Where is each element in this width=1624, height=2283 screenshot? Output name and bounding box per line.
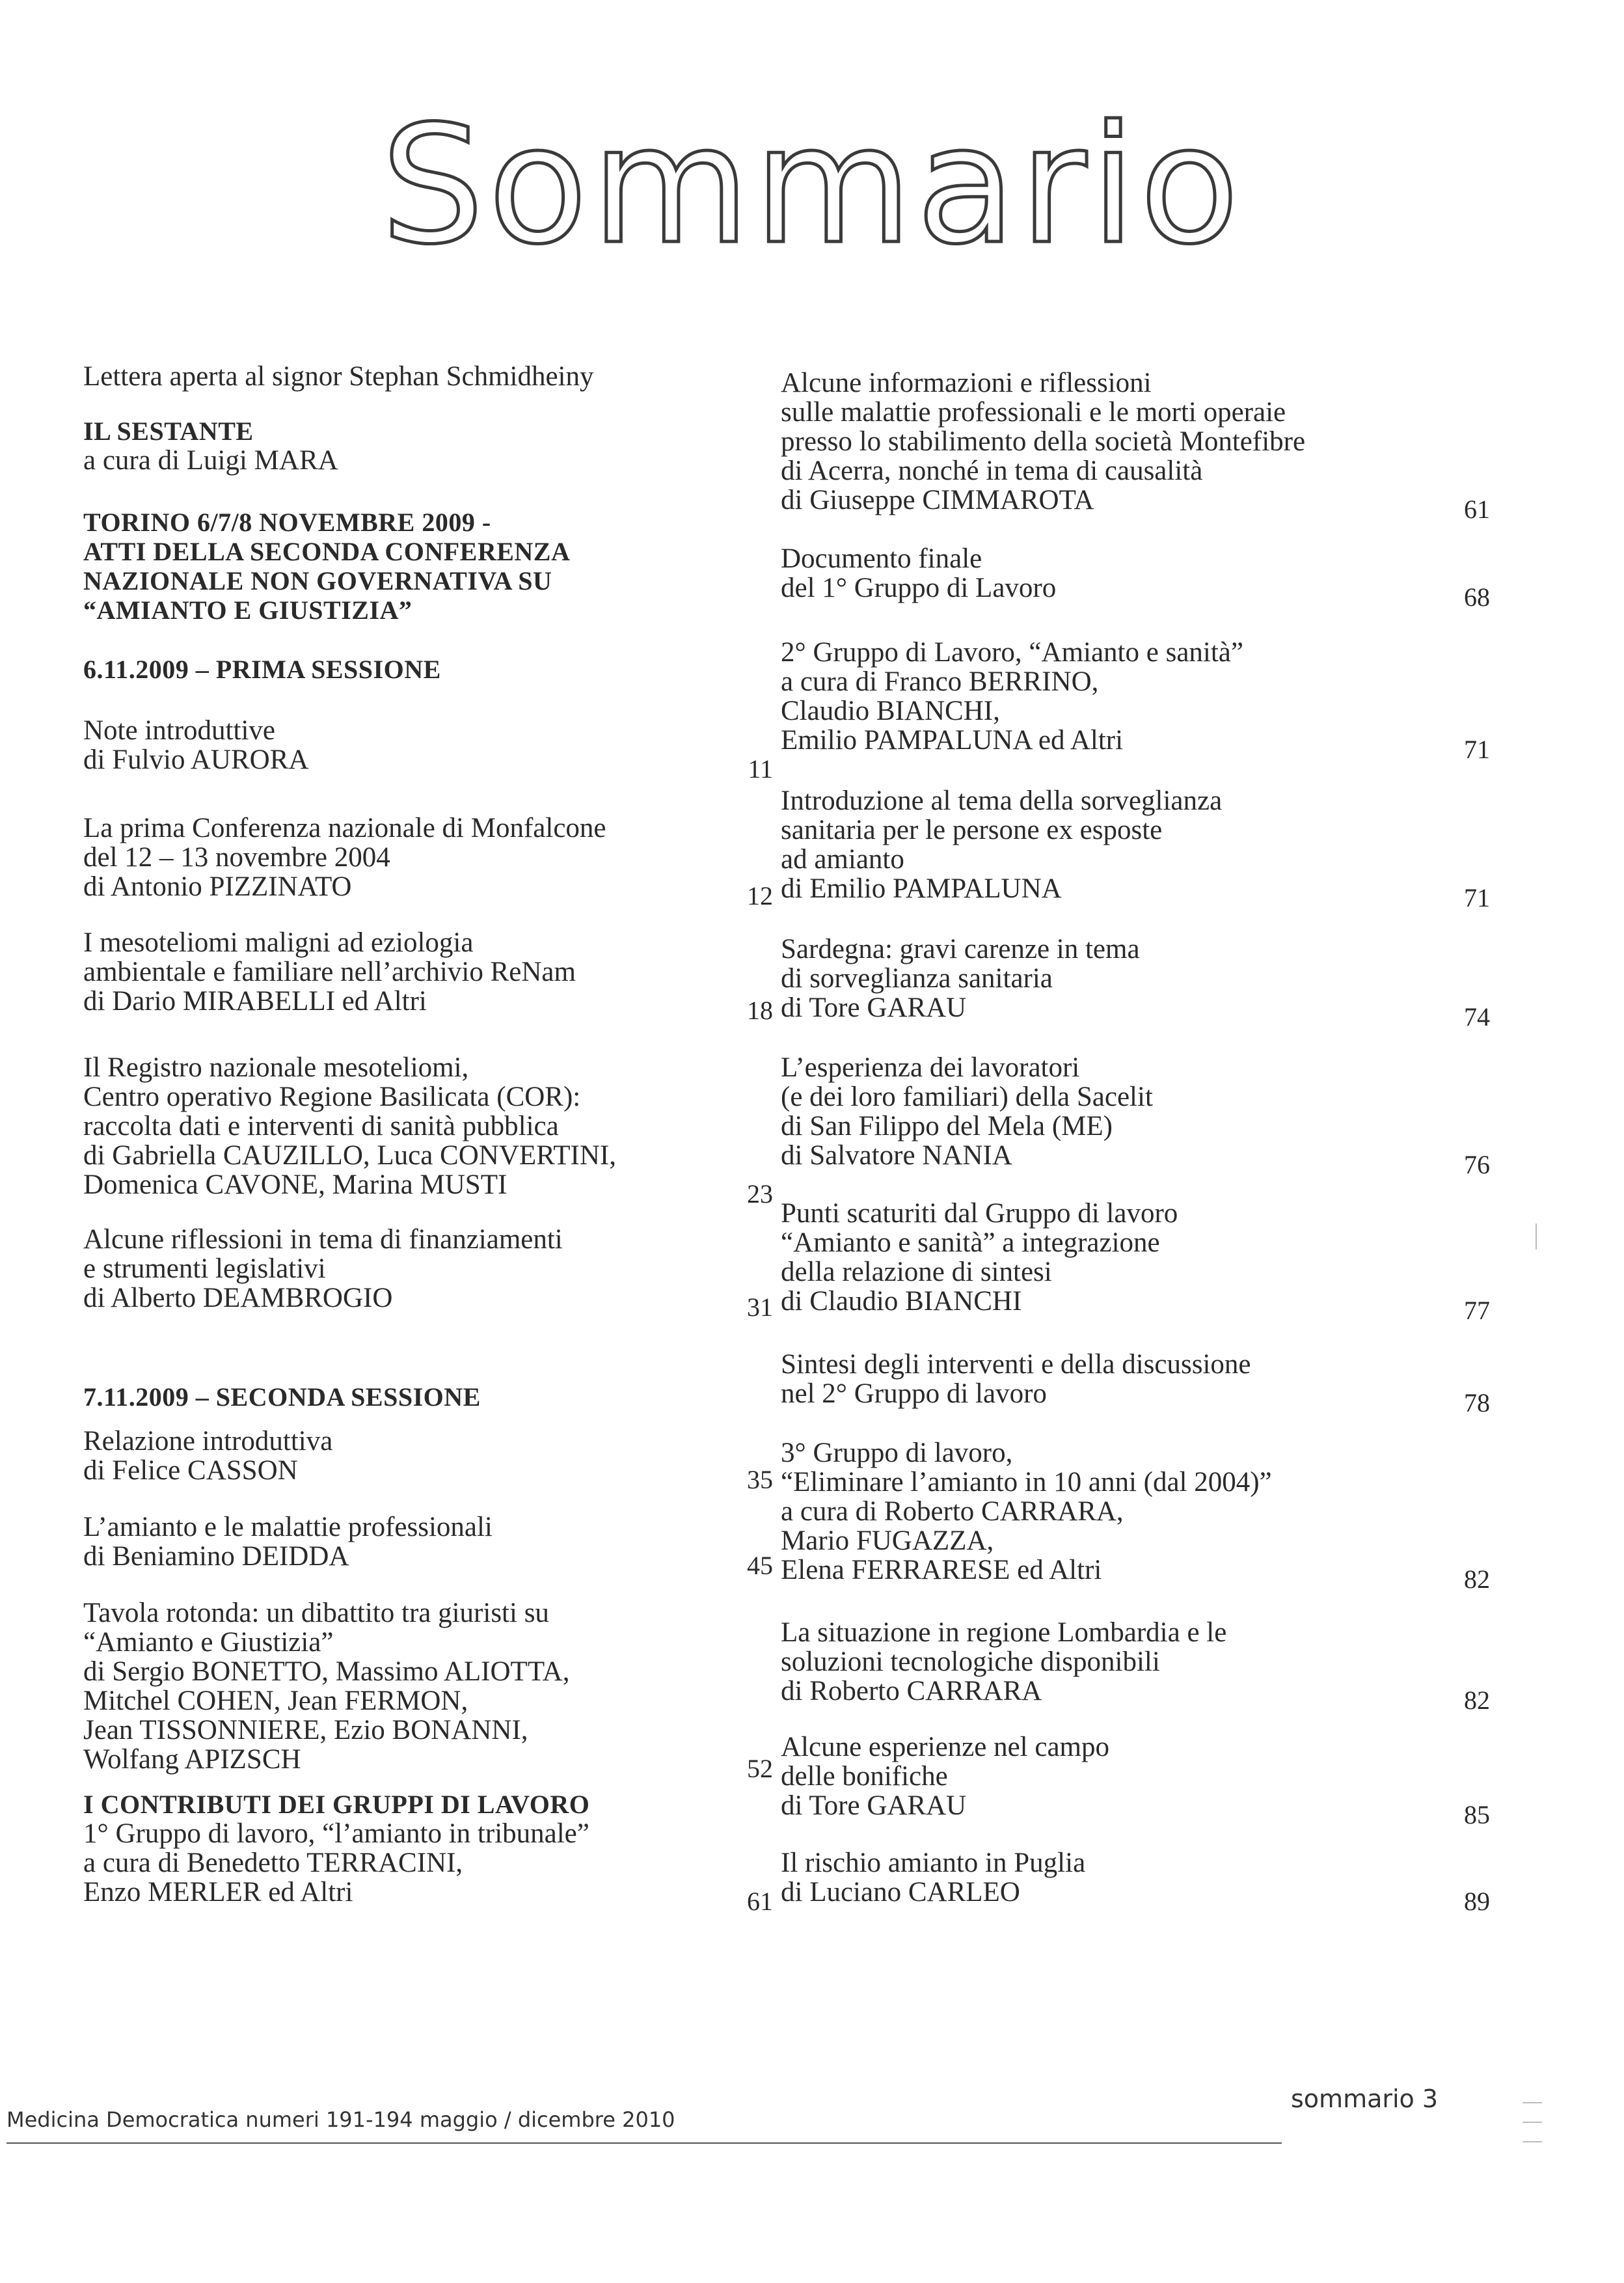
- toc-entry-line: “Amianto e Giustizia”: [83, 1627, 334, 1658]
- toc-entry: [83, 1790, 773, 1916]
- toc-entry-line: Relazione introduttiva: [83, 1426, 333, 1456]
- toc-entry-line: di Antonio PIZZINATO: [83, 871, 352, 902]
- page-number: 12: [747, 881, 773, 910]
- page-number: 74: [1464, 1002, 1490, 1032]
- toc-entry-line: del 12 – 13 novembre 2004: [83, 842, 390, 873]
- toc-entry-line: Centro operativo Regione Basilicata (COR):: [83, 1082, 581, 1112]
- toc-entry: [781, 1052, 1490, 1179]
- toc-entry-line: 1° Gruppo di lavoro, “l’amianto in tribunale”: [83, 1818, 589, 1849]
- footer-rule: [7, 2142, 1282, 2144]
- toc-entry-line: Lettera aperta al signor Stephan Schmidheiny: [83, 361, 594, 392]
- scan-edge-mark: [1522, 2141, 1542, 2142]
- section-heading: I CONTRIBUTI DEI GRUPPI DI LAVORO: [83, 1790, 590, 1819]
- toc-entry-line: di Sergio BONETTO, Massimo ALIOTTA,: [83, 1656, 570, 1687]
- page-number: 82: [1464, 1565, 1490, 1594]
- toc-entry: [781, 1438, 1490, 1594]
- toc-entry-line: Mario FUGAZZA,: [781, 1525, 994, 1556]
- toc-entry: [781, 1848, 1490, 1916]
- page-number: 45: [747, 1551, 773, 1580]
- toc-entry-line: Punti scaturiti dal Gruppo di lavoro: [781, 1198, 1178, 1229]
- scan-edge-mark: [1522, 2102, 1542, 2103]
- toc-entry-line: raccolta dati e interventi di sanità pubblica: [83, 1111, 559, 1142]
- toc-entry-line: Alcune esperienze nel campo: [781, 1732, 1109, 1762]
- page-number: 68: [1464, 582, 1490, 612]
- toc-entry-line: Domenica CAVONE, Marina MUSTI: [83, 1169, 508, 1200]
- toc-entry: [781, 1198, 1490, 1325]
- toc-entry: [83, 1052, 773, 1209]
- toc-entry-line: ad amianto: [781, 844, 904, 875]
- toc-entry: [83, 927, 773, 1025]
- section-heading: 7.11.2009 – SECONDA SESSIONE: [83, 1382, 481, 1412]
- toc-entry-line: Mitchel COHEN, Jean FERMON,: [83, 1686, 468, 1716]
- toc-entry-line: di Beniamino DEIDDA: [83, 1541, 349, 1572]
- toc-entry-line: di Dario MIRABELLI ed Altri: [83, 986, 427, 1017]
- toc-entry-line: di Tore GARAU: [781, 992, 967, 1023]
- toc-entry-line: e strumenti legislativi: [83, 1253, 326, 1284]
- toc-entry-line: 3° Gruppo di lavoro,: [781, 1438, 1013, 1468]
- toc-entry: [781, 786, 1490, 912]
- page-title: Sommario: [381, 90, 1243, 280]
- toc-entry: [781, 543, 1490, 612]
- toc-entry-line: Sintesi degli interventi e della discussione: [781, 1349, 1251, 1380]
- toc-entry: [83, 1598, 773, 1783]
- section-heading: TORINO 6/7/8 NOVEMBRE 2009 -: [83, 508, 491, 537]
- section-heading: IL SESTANTE: [83, 417, 254, 446]
- toc-entry-line: di Emilio PAMPALUNA: [781, 873, 1062, 904]
- toc-entry-line: Sardegna: gravi carenze in tema: [781, 934, 1140, 964]
- toc-entry-line: ambientale e familiare nell’archivio ReNam: [83, 957, 576, 987]
- toc-entry-line: Jean TISSONNIERE, Ezio BONANNI,: [83, 1715, 528, 1745]
- page-number: 78: [1464, 1388, 1490, 1417]
- toc-entry-line: sulle malattie professionali e le morti operaie: [781, 397, 1286, 428]
- toc-entry: [781, 637, 1490, 764]
- toc-entry-line: La prima Conferenza nazionale di Monfalcone: [83, 813, 606, 843]
- toc-entry-line: Emilio PAMPALUNA ed Altri: [781, 725, 1124, 756]
- toc-entry-line: a cura di Luigi MARA: [83, 445, 338, 476]
- section-heading: 6.11.2009 – PRIMA SESSIONE: [83, 655, 441, 684]
- toc-entry-line: della relazione di sintesi: [781, 1257, 1052, 1287]
- toc-entry: [83, 508, 773, 625]
- toc-entry-line: di Giuseppe CIMMAROTA: [781, 485, 1094, 515]
- toc-entry-line: Note introduttive: [83, 715, 275, 746]
- page-number: 89: [1464, 1887, 1490, 1916]
- toc-entry-line: L’esperienza dei lavoratori: [781, 1052, 1080, 1083]
- toc-entry-line: sanitaria per le persone ex esposte: [781, 815, 1163, 845]
- section-heading: NAZIONALE NON GOVERNATIVA SU: [83, 566, 552, 595]
- toc-entry-line: Tavola rotonda: un dibattito tra giuristi su: [83, 1598, 549, 1628]
- toc-entry-line: “Amianto e sanità” a integrazione: [781, 1227, 1160, 1258]
- section-heading: “AMIANTO E GIUSTIZIA”: [83, 595, 413, 625]
- footer-publication: Medicina Democratica numeri 191-194 maggio / dicembre 2010: [7, 2107, 675, 2132]
- page-number: 52: [747, 1754, 773, 1783]
- footer-page-label: sommario 3: [1291, 2085, 1439, 2113]
- toc-entry: [781, 934, 1490, 1032]
- toc-entry: [83, 417, 773, 475]
- toc-entry-line: di Roberto CARRARA: [781, 1676, 1042, 1706]
- toc-entry-line: L’amianto e le malattie professionali: [83, 1512, 493, 1542]
- toc-entry-line: di Acerra, nonché in tema di causalità: [781, 456, 1203, 486]
- section-heading: ATTI DELLA SECONDA CONFERENZA: [83, 537, 571, 566]
- toc-entry-line: 2° Gruppo di Lavoro, “Amianto e sanità”: [781, 637, 1243, 668]
- toc-entry-line: di Alberto DEAMBROGIO: [83, 1283, 393, 1313]
- toc-entry-line: I mesoteliomi maligni ad eziologia: [83, 927, 474, 958]
- toc-entry: [781, 1617, 1490, 1715]
- toc-entry-line: soluzioni tecnologiche disponibili: [781, 1647, 1160, 1677]
- toc-entry-line: Wolfang APIZSCH: [83, 1744, 301, 1775]
- page-number: 18: [747, 996, 773, 1025]
- toc-entry-line: del 1° Gruppo di Lavoro: [781, 573, 1057, 603]
- page-number: 71: [1464, 883, 1490, 912]
- toc-entry-line: Elena FERRARESE ed Altri: [781, 1555, 1102, 1585]
- toc-entry-line: di Fulvio AURORA: [83, 745, 309, 775]
- toc-entry-line: di Tore GARAU: [781, 1790, 967, 1821]
- page-number: 76: [1464, 1150, 1490, 1179]
- toc-entry-line: Il Registro nazionale mesoteliomi,: [83, 1052, 469, 1083]
- toc-entry-line: delle bonifiche: [781, 1761, 948, 1792]
- scan-edge-mark: [1522, 2122, 1542, 2123]
- toc-entry: [83, 813, 773, 910]
- toc-entry-line: Alcune informazioni e riflessioni: [781, 368, 1152, 398]
- toc-entry-line: Il rischio amianto in Puglia: [781, 1848, 1086, 1878]
- toc-entry-line: a cura di Benedetto TERRACINI,: [83, 1848, 463, 1878]
- page-number: 11: [748, 754, 773, 784]
- toc-entry-line: Enzo MERLER ed Altri: [83, 1877, 353, 1907]
- page-number: 61: [747, 1887, 773, 1916]
- toc-entry-line: nel 2° Gruppo di lavoro: [781, 1378, 1047, 1409]
- page-number: 77: [1464, 1296, 1490, 1325]
- toc-entry: [781, 368, 1490, 524]
- toc-entry-line: (e dei loro familiari) della Sacelit: [781, 1082, 1153, 1112]
- toc-entry-line: La situazione in regione Lombardia e le: [781, 1617, 1227, 1648]
- toc-entry-line: di San Filippo del Mela (ME): [781, 1111, 1113, 1142]
- scan-edge-mark: [1536, 1224, 1537, 1250]
- toc-entry-line: di Gabriella CAUZILLO, Luca CONVERTINI,: [83, 1140, 616, 1171]
- toc-entry-line: di Salvatore NANIA: [781, 1140, 1012, 1171]
- toc-entry-line: Documento finale: [781, 543, 982, 574]
- toc-entry-line: a cura di Roberto CARRARA,: [781, 1496, 1124, 1527]
- page-number: 61: [1464, 495, 1490, 524]
- toc-entry: [781, 1732, 1490, 1829]
- toc-entry-line: a cura di Franco BERRINO,: [781, 666, 1099, 697]
- toc-entry-line: di Felice CASSON: [83, 1455, 298, 1486]
- page-number: 82: [1464, 1686, 1490, 1715]
- toc-entry: [83, 655, 773, 684]
- toc-entry-line: “Eliminare l’amianto in 10 anni (dal 2004)”: [781, 1467, 1272, 1497]
- toc-entry: [83, 362, 773, 391]
- toc-entry: [83, 1426, 773, 1494]
- toc-entry: [83, 715, 773, 784]
- toc-entry: [83, 1224, 773, 1322]
- toc-entry-line: di Luciano CARLEO: [781, 1877, 1020, 1907]
- toc-entry-line: Claudio BIANCHI,: [781, 696, 1000, 726]
- page-number: 85: [1464, 1800, 1490, 1829]
- toc-entry: [83, 1382, 773, 1412]
- toc-entry: [83, 1512, 773, 1580]
- toc-entry: [781, 1349, 1490, 1417]
- page-number: 71: [1464, 735, 1490, 764]
- toc-entry-line: Alcune riflessioni in tema di finanziamenti: [83, 1224, 563, 1255]
- toc-entry-line: di sorveglianza sanitaria: [781, 963, 1053, 994]
- toc-entry-line: presso lo stabilimento della società Montefibre: [781, 426, 1306, 457]
- page-number: 31: [747, 1292, 773, 1322]
- page-number: 35: [747, 1465, 773, 1494]
- page-number: 23: [747, 1179, 773, 1209]
- toc-entry-line: di Claudio BIANCHI: [781, 1286, 1022, 1317]
- toc-entry-line: Introduzione al tema della sorveglianza: [781, 786, 1223, 816]
